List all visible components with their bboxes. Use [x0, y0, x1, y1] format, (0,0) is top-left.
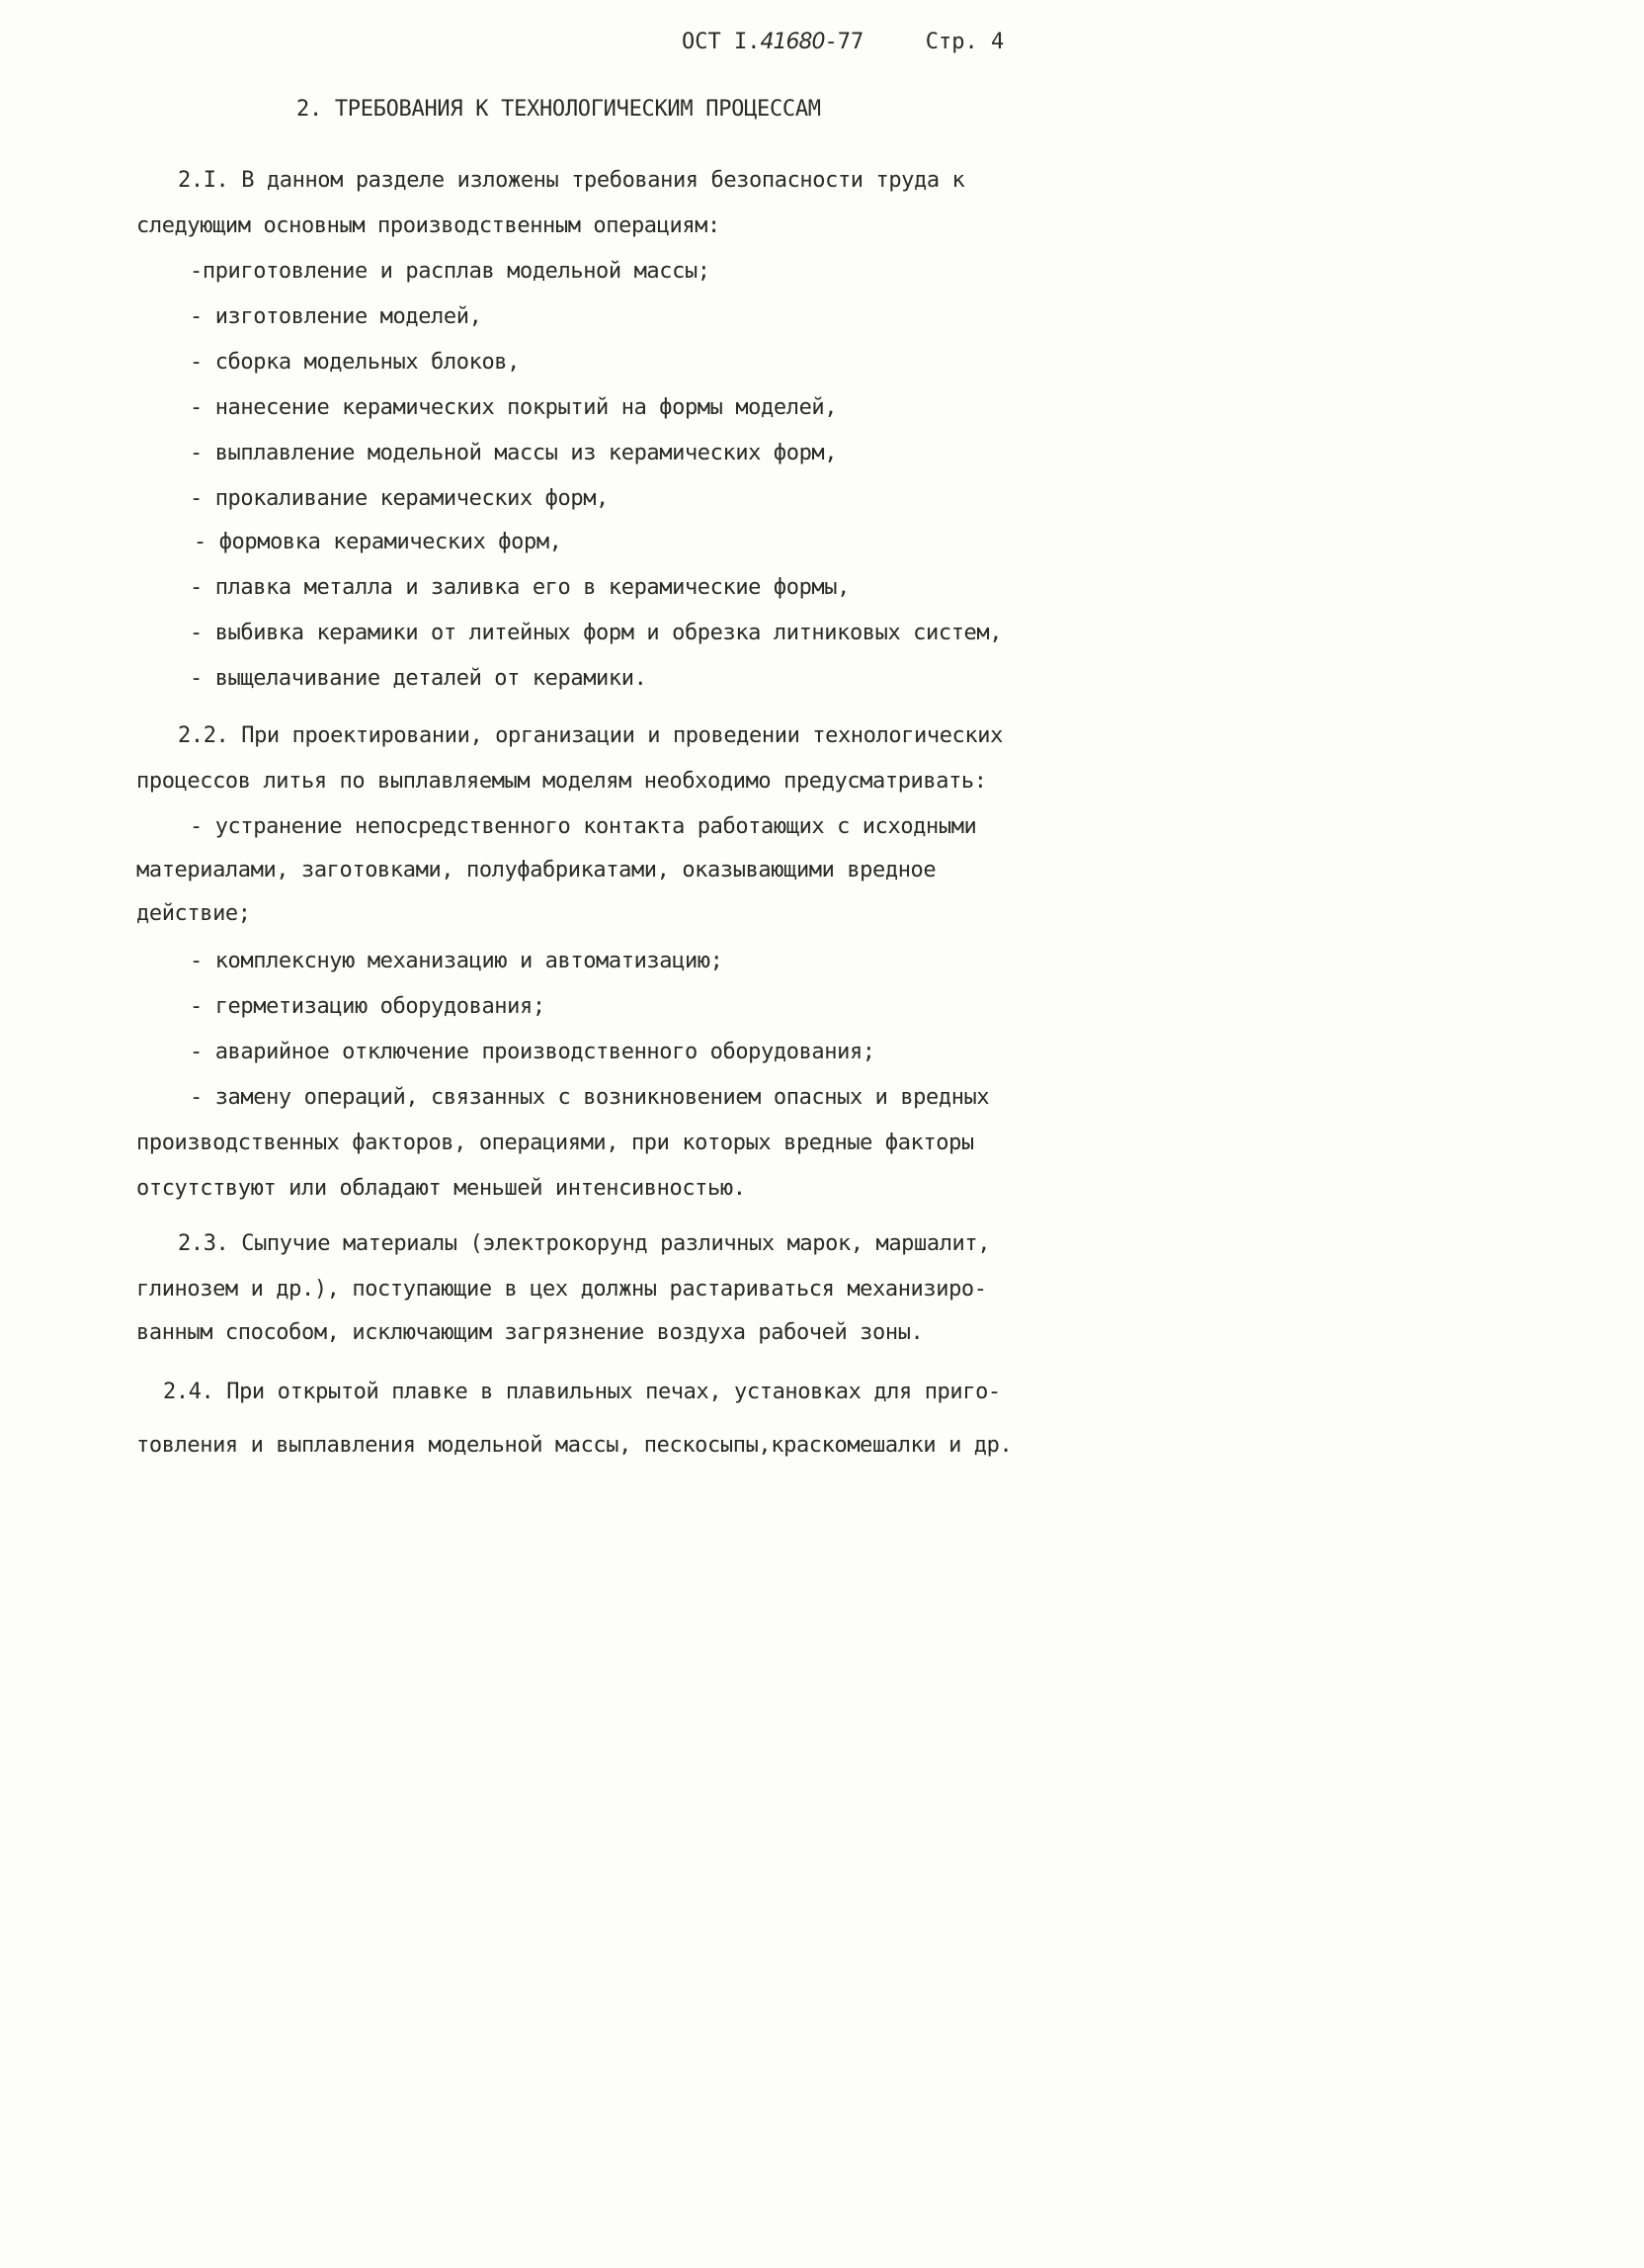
- document-page: [0, 0, 1119, 1549]
- text-line: отсутствуют или обладают меньшей интенсивностью.: [136, 1176, 746, 1201]
- doc-prefix: ОСТ I.: [682, 30, 761, 54]
- page-header: [682, 30, 1004, 54]
- list-item: -приготовление и расплав модельной массы;: [190, 259, 710, 284]
- text-line: 2.3. Сыпучие материалы (электрокорунд различных марок, маршалит,: [178, 1231, 991, 1256]
- text-line: производственных факторов, операциями, при которых вредные факторы: [136, 1131, 974, 1155]
- list-item: - изготовление моделей,: [190, 304, 482, 329]
- list-item: - комплексную механизацию и автоматизацию;: [190, 949, 723, 973]
- text-line: 2.2. При проектировании, организации и проведении технологических: [178, 723, 1003, 748]
- list-item: - прокаливание керамических форм,: [190, 486, 609, 511]
- list-item: - выщелачивание деталей от керамики.: [190, 666, 647, 691]
- page-number: Стр. 4: [925, 30, 1005, 54]
- text-line: действие;: [136, 901, 251, 926]
- text-line: следующим основным производственным операциям:: [136, 213, 720, 238]
- doc-number-handwritten: 41680: [760, 30, 825, 54]
- list-item: - герметизацию оборудования;: [190, 994, 545, 1019]
- list-item: - плавка металла и заливка его в керамические формы,: [190, 575, 850, 600]
- text-line: 2.4. При открытой плавке в плавильных печах, установках для приго-: [163, 1380, 1001, 1404]
- text-line: товления и выплавления модельной массы, пескосыпы,краскомешалки и др.: [136, 1433, 1013, 1458]
- list-item: - формовка керамических форм,: [194, 530, 562, 554]
- list-item: - выплавление модельной массы из керамических форм,: [190, 441, 838, 465]
- text-line: процессов литья по выплавляемым моделям необходимо предусматривать:: [136, 769, 987, 794]
- doc-year: -77: [824, 30, 864, 54]
- text-line: глинозем и др.), поступающие в цех должны растариваться механизиро-: [136, 1277, 987, 1302]
- list-item: - аварийное отключение производственного оборудования;: [190, 1040, 875, 1064]
- text-line: ванным способом, исключающим загрязнение воздуха рабочей зоны.: [136, 1320, 924, 1345]
- list-item: - выбивка керамики от литейных форм и обрезка литниковых систем,: [190, 621, 1003, 645]
- list-item: - замену операций, связанных с возникновением опасных и вредных: [190, 1085, 990, 1110]
- list-item: - устранение непосредственного контакта работающих с исходными: [190, 814, 977, 839]
- text-line: 2.I. В данном разделе изложены требования безопасности труда к: [178, 168, 965, 193]
- list-item: - нанесение керамических покрытий на формы моделей,: [190, 395, 838, 420]
- section-title: 2. ТРЕБОВАНИЯ К ТЕХНОЛОГИЧЕСКИМ ПРОЦЕССАМ: [296, 97, 821, 122]
- list-item: - сборка модельных блоков,: [190, 350, 520, 375]
- text-line: материалами, заготовками, полуфабрикатами, оказывающими вредное: [136, 858, 937, 882]
